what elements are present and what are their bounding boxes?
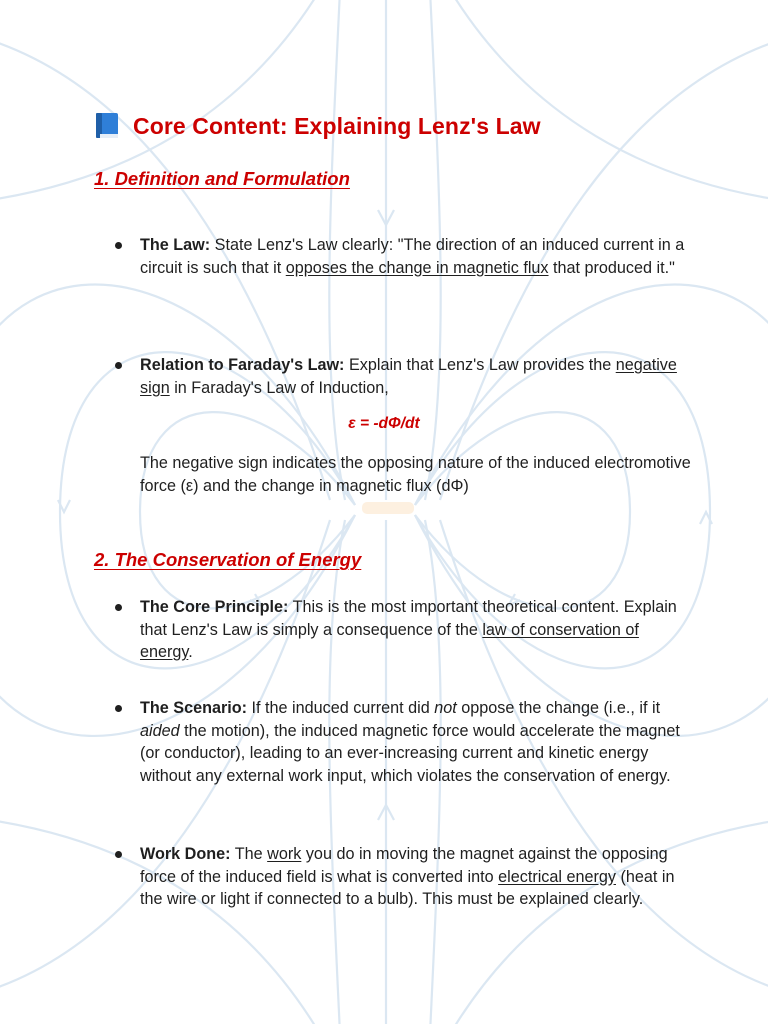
item-label: The Core Principle:: [140, 598, 289, 616]
bullet-icon: [115, 705, 122, 712]
item-label: Relation to Faraday's Law:: [140, 356, 345, 374]
item-text: in Faraday's Law of Induction,: [169, 378, 389, 397]
section-heading-definition: 1. Definition and Formulation: [94, 168, 350, 189]
item-text: you do in moving the magnet against the opposing force of the induced field is what is converted into: [140, 845, 668, 886]
item-text: Explain that Lenz's Law provides the: [344, 356, 616, 374]
item-text: the motion), the induced magnetic force would accelerate the magnet (or conductor), leading to an ever-increasing current and kinetic energy without any external work input, which violates the conservation of energy.: [140, 721, 680, 785]
italic-text: not: [434, 699, 457, 717]
list-item-relation-to-faraday: [115, 354, 685, 399]
page-title: Core Content: Explaining Lenz's Law: [133, 112, 541, 139]
italic-text: aided: [140, 721, 180, 740]
item-text: This is the most important theoretical content. Explain that Lenz's Law is simply a consequence of the: [140, 598, 677, 639]
item-text: The: [230, 845, 268, 863]
bullet-icon: [115, 242, 122, 249]
underlined-text: law of conservation of energy: [140, 620, 639, 661]
list-item-core-principle: [115, 596, 685, 664]
item-label: The Law:: [140, 236, 211, 254]
underlined-text: negative sign: [140, 356, 677, 397]
item-text: oppose the change (i.e., if it: [456, 699, 661, 717]
item-label: The Scenario:: [140, 699, 248, 717]
list-item-scenario: [115, 697, 685, 787]
underlined-text: electrical energy: [498, 867, 616, 886]
title-row: [95, 112, 541, 140]
item-label: Work Done:: [140, 845, 231, 863]
negative-sign-note: The negative sign indicates the opposing nature of the induced electromotive force (ε) and the change in magnetic flux (dΦ): [140, 454, 691, 495]
item-text: (heat in the wire or light if connected to a bulb). This must be explained clearly.: [140, 867, 675, 908]
bullet-icon: [115, 851, 122, 858]
blue-book-icon: [95, 112, 121, 140]
bullet-icon: [115, 604, 122, 611]
item-text: .: [188, 643, 193, 661]
item-text: State Lenz's Law clearly: "The direction of an induced current in a circuit is such that it: [140, 236, 685, 277]
list-item-work-done: [115, 843, 685, 911]
item-text: that produced it.": [548, 258, 675, 277]
section-heading-conservation: 2. The Conservation of Energy: [94, 549, 362, 570]
list-item-the-law: [115, 234, 685, 279]
underlined-text: opposes the change in magnetic flux: [285, 258, 549, 277]
item-text: If the induced current did: [247, 699, 435, 717]
underlined-text: work: [267, 845, 302, 863]
faraday-formula: ε = -dΦ/dt: [348, 415, 420, 432]
bullet-icon: [115, 362, 122, 369]
